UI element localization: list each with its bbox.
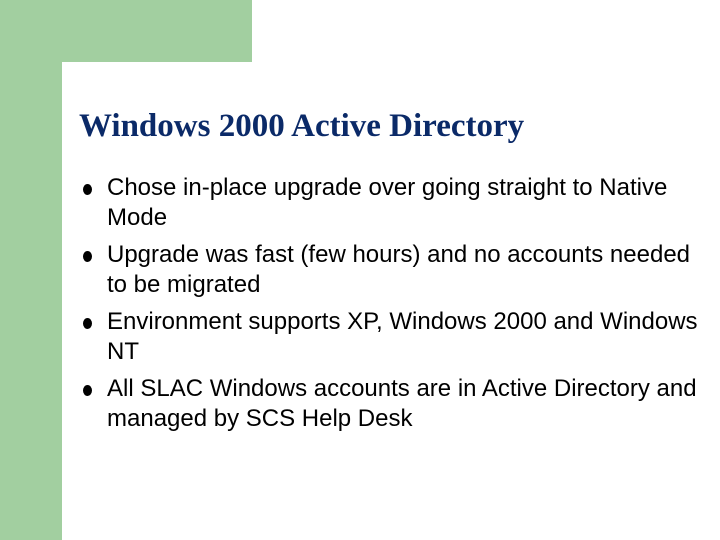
bullet-text: Environment supports XP, Windows 2000 and Windows NT — [107, 308, 698, 365]
bullet-item — [79, 173, 704, 233]
bullet-item — [79, 307, 704, 367]
bullet-list — [79, 173, 704, 441]
slide-title: Windows 2000 Active Directory — [79, 108, 525, 144]
bullet-icon — [83, 251, 92, 262]
bullet-text: Upgrade was fast (few hours) and no accounts needed to be migrated — [107, 241, 691, 298]
bullet-icon — [83, 385, 92, 396]
bullet-text: All SLAC Windows accounts are in Active Directory and managed by SCS Help Desk — [107, 375, 697, 432]
accent-bar-left — [0, 0, 62, 540]
bullet-text: Chose in-place upgrade over going straight to Native Mode — [107, 174, 668, 231]
bullet-icon — [83, 184, 92, 195]
bullet-item — [79, 374, 704, 434]
bullet-item — [79, 240, 704, 300]
bullet-icon — [83, 318, 92, 329]
